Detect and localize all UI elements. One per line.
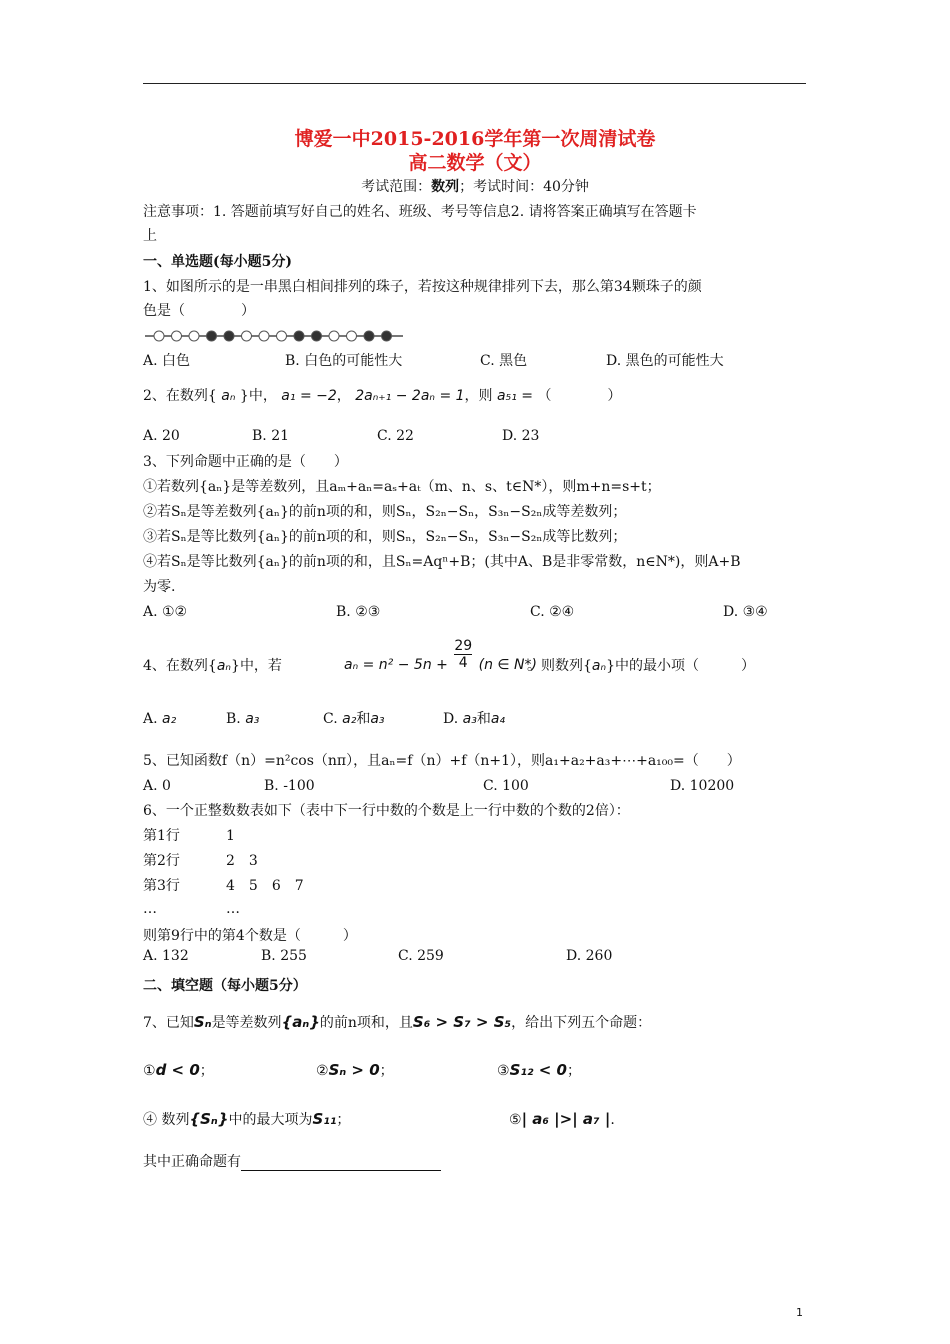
- q6-option-a: A. 132: [143, 948, 189, 964]
- q2-option-d: D. 23: [502, 428, 540, 444]
- section-2-heading: 二、填空题（每小题5分）: [143, 978, 307, 994]
- q6-option-d: D. 260: [566, 948, 613, 964]
- q3-statement-2: ②若Sₙ是等差数列{aₙ}的前n项的和，则Sₙ，S₂ₙ−Sₙ，S₃ₙ−S₂ₙ成等差数列；: [143, 504, 627, 520]
- q6-option-c: C. 259: [398, 948, 444, 964]
- q4-option-b: B. a₃: [226, 711, 260, 727]
- white-bead: [277, 331, 287, 341]
- section-1-heading: 一、单选题(每小题5分): [143, 254, 292, 270]
- q5-option-a: A. 0: [143, 778, 171, 794]
- bead-string-figure: [145, 329, 405, 343]
- q7-claim-2: ②Sₙ > 0；: [316, 1061, 394, 1079]
- q6-row-1-values: 1: [226, 828, 235, 844]
- black-bead: [207, 331, 217, 341]
- q6-row-2-values: 2 3: [226, 853, 258, 869]
- q7-claim-5: ⑤| a₆ |>| a₇ |.: [509, 1110, 615, 1128]
- notice-line-2: 上: [143, 228, 157, 244]
- q7-answer-line: 其中正确命题有: [143, 1153, 441, 1171]
- q6-row-3-values: 4 5 6 7: [226, 878, 304, 894]
- q3-option-a: A. ①②: [143, 604, 188, 620]
- q2-condition-1: a₁ = −2: [281, 388, 337, 404]
- q4-stem-suffix: 。则数列{aₙ}中的最小项（ ）: [527, 658, 756, 674]
- q4-option-d: D. a₃和a₄: [443, 711, 506, 727]
- q3-statement-4b: 为零.: [143, 579, 176, 595]
- q1-option-a: A. 白色: [143, 353, 191, 369]
- q3-stem: 3、下列命题中正确的是（ ）: [143, 454, 348, 470]
- q2-target: a₅₁ =: [497, 388, 533, 404]
- q2-condition-2: 2aₙ₊₁ − 2aₙ = 1: [355, 388, 465, 404]
- q6-row-ellipsis-values: …: [226, 901, 240, 917]
- q7-claim-4: ④ 数列{Sₙ}中的最大项为S₁₁；: [143, 1110, 351, 1128]
- q2-stem: 2、在数列{ aₙ }中， a₁ = −2， 2aₙ₊₁ − 2aₙ = 1，则 a₅₁ = （ ）: [143, 388, 622, 404]
- q5-stem: 5、已知函数f（n）=n²cos（nπ），且aₙ=f（n）+f（n+1），则a₁+a₂+a₃+⋯+a₁₀₀=（ ）: [143, 753, 741, 769]
- black-bead: [312, 331, 322, 341]
- black-bead: [364, 331, 374, 341]
- q6-row-1-label: 第1行: [143, 828, 180, 844]
- q5-option-c: C. 100: [483, 778, 529, 794]
- page-number: 1: [796, 1306, 803, 1319]
- q3-statement-4a: ④若Sₙ是等比数列{aₙ}的前n项的和，且Sₙ=Aqⁿ+B；(其中A、B是非零常数，n∈N*)，则A+B: [143, 554, 741, 570]
- q1-option-d: D. 黑色的可能性大: [606, 353, 724, 369]
- q5-option-d: D. 10200: [670, 778, 735, 794]
- q6-question: 则第9行中的第4个数是（ ）: [143, 928, 357, 944]
- q2-seq-symbol: aₙ: [221, 388, 236, 404]
- q4-seq-symbol: aₙ: [216, 658, 232, 674]
- black-bead: [224, 331, 234, 341]
- q5-option-b: B. -100: [264, 778, 315, 794]
- q7-sn-symbol: Sₙ: [193, 1013, 212, 1031]
- header-rule: [143, 83, 806, 84]
- q3-statement-1: ①若数列{aₙ}是等差数列，且aₘ+aₙ=aₛ+aₜ（m、n、s、t∈N*），则m+n=s+t；: [143, 479, 661, 495]
- q3-option-c: C. ②④: [530, 604, 575, 620]
- notice-line-1: 注意事项：1. 答题前填写好自己的姓名、班级、考号等信息2. 请将答案正确填写在答题卡: [143, 204, 697, 220]
- exam-subtitle: 高二数学（文）: [408, 152, 542, 174]
- exam-title: 博爱一中2015-2016学年第一次周清试卷: [294, 128, 656, 150]
- q7-stem: 7、已知Sₙ是等差数列{aₙ}的前n项和，且S₆ > S₇ > S₅，给出下列五个命题：: [143, 1013, 652, 1031]
- q2-option-c: C. 22: [377, 428, 414, 444]
- q7-an-symbol: {aₙ}: [281, 1013, 320, 1031]
- q6-stem: 6、一个正整数数表如下（表中下一行中数的个数是上一行中数的个数的2倍）：: [143, 803, 630, 819]
- q1-option-b: B. 白色的可能性大: [285, 353, 403, 369]
- q7-inequality: S₆ > S₇ > S₅: [412, 1013, 512, 1031]
- q3-statement-3: ③若Sₙ是等比数列{aₙ}的前n项的和，则Sₙ，S₂ₙ−Sₙ，S₃ₙ−S₂ₙ成等比数列；: [143, 529, 627, 545]
- q4-formula: aₙ = n² − 5n + $\frac{29}{4}$ (n ∈ N*): [344, 638, 537, 673]
- q2-option-b: B. 21: [252, 428, 290, 444]
- white-bead: [259, 331, 269, 341]
- q2-option-a: A. 20: [143, 428, 180, 444]
- q6-option-b: B. 255: [261, 948, 307, 964]
- black-bead: [382, 331, 392, 341]
- q7-claim-1: ①d < 0；: [143, 1061, 214, 1079]
- q1-option-c: C. 黑色: [480, 353, 528, 369]
- q3-option-b: B. ②③: [336, 604, 381, 620]
- q4-stem-prefix: 4、在数列{aₙ}中，若: [143, 658, 282, 674]
- white-bead: [347, 331, 357, 341]
- q4-fraction: $\frac{29}{4}$: [454, 638, 473, 671]
- exam-scope: 考试范围：数列；考试时间：40分钟: [361, 179, 589, 195]
- q4-option-a: A. a₂: [143, 711, 177, 727]
- white-bead: [242, 331, 252, 341]
- white-bead: [172, 331, 182, 341]
- q6-row-2-label: 第2行: [143, 853, 180, 869]
- q4-option-c: C. a₂和a₃: [323, 711, 385, 727]
- white-bead: [329, 331, 339, 341]
- white-bead: [189, 331, 199, 341]
- q6-row-ellipsis-label: …: [143, 901, 157, 917]
- q1-stem-line-1: 1、如图所示的是一串黑白相间排列的珠子，若按这种规律排列下去，那么第34颗珠子的颜: [143, 279, 702, 295]
- white-bead: [154, 331, 164, 341]
- q7-claim-3: ③S₁₂ < 0；: [497, 1061, 581, 1079]
- q1-stem-line-2: 色是（ ）: [143, 303, 255, 319]
- black-bead: [294, 331, 304, 341]
- answer-blank[interactable]: [241, 1156, 441, 1171]
- q6-row-3-label: 第3行: [143, 878, 180, 894]
- q3-option-d: D. ③④: [723, 604, 768, 620]
